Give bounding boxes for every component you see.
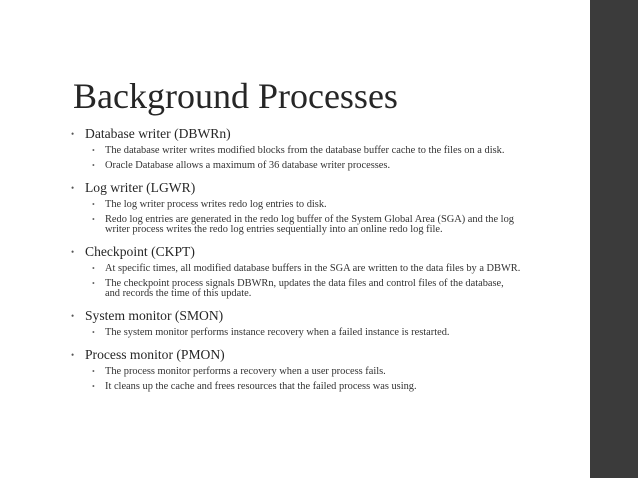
- bullet-heading-text: Checkpoint (CKPT): [85, 244, 195, 259]
- bullet-dot-icon: •: [71, 129, 75, 139]
- bullet-heading: [71, 126, 521, 142]
- sub-bullet-dot-icon: •: [92, 200, 95, 209]
- bullet-heading: [71, 180, 521, 196]
- sub-bullet-dot-icon: •: [92, 146, 95, 155]
- bullet-heading-text: Log writer (LGWR): [85, 180, 196, 195]
- bullet-content: [71, 126, 521, 401]
- sub-bullet-item: [71, 146, 521, 156]
- bullet-heading: [71, 244, 521, 260]
- slide-title: Background Processes: [73, 76, 398, 116]
- bullet-dot-icon: •: [71, 311, 75, 321]
- bullet-heading: [71, 347, 521, 363]
- sub-bullet-text: The checkpoint process signals DBWRn, updates the data files and control files of the database, and records the time of this update.: [105, 278, 504, 299]
- bullet-dot-icon: •: [71, 183, 75, 193]
- bullet-dot-icon: •: [71, 247, 75, 257]
- bullet-section: [71, 347, 521, 392]
- decorative-sidebar: [590, 0, 638, 478]
- sub-bullet-item: [71, 200, 521, 210]
- sub-bullet-item: [71, 328, 521, 338]
- bullet-dot-icon: •: [71, 350, 75, 360]
- sub-bullet-text: Redo log entries are generated in the redo log buffer of the System Global Area (SGA) and the log writer process writes the redo log entries sequentially into an online redo log file.: [105, 214, 514, 235]
- bullet-section: [71, 180, 521, 235]
- sub-bullet-text: It cleans up the cache and frees resources that the failed process was using.: [105, 381, 417, 392]
- bullet-heading-text: System monitor (SMON): [85, 308, 224, 323]
- sub-bullet-dot-icon: •: [92, 215, 95, 224]
- sub-bullet-item: [71, 264, 521, 274]
- sub-bullet-item: [71, 279, 521, 299]
- sub-bullet-text: At specific times, all modified database buffers in the SGA are written to the data files by a DBWR.: [105, 263, 521, 274]
- sub-bullet-dot-icon: •: [92, 367, 95, 376]
- sub-bullet-item: [71, 382, 521, 392]
- sub-bullet-text: The log writer process writes redo log entries to disk.: [105, 199, 327, 210]
- sub-bullet-dot-icon: •: [92, 382, 95, 391]
- sub-bullet-dot-icon: •: [92, 328, 95, 337]
- bullet-heading: [71, 308, 521, 324]
- sub-bullet-dot-icon: •: [92, 279, 95, 288]
- sub-bullet-item: [71, 367, 521, 377]
- sub-bullet-dot-icon: •: [92, 161, 95, 170]
- bullet-heading-text: Process monitor (PMON): [85, 347, 225, 362]
- bullet-section: [71, 308, 521, 338]
- sub-bullet-text: The database writer writes modified blocks from the database buffer cache to the files on a disk.: [105, 145, 505, 156]
- sub-bullet-text: The system monitor performs instance recovery when a failed instance is restarted.: [105, 327, 450, 338]
- bullet-section: [71, 244, 521, 299]
- sub-bullet-dot-icon: •: [92, 264, 95, 273]
- sub-bullet-item: [71, 215, 521, 235]
- bullet-section: [71, 126, 521, 171]
- sub-bullet-text: The process monitor performs a recovery when a user process fails.: [105, 366, 386, 377]
- bullet-heading-text: Database writer (DBWRn): [85, 126, 231, 141]
- sub-bullet-item: [71, 161, 521, 171]
- sub-bullet-text: Oracle Database allows a maximum of 36 database writer processes.: [105, 160, 391, 171]
